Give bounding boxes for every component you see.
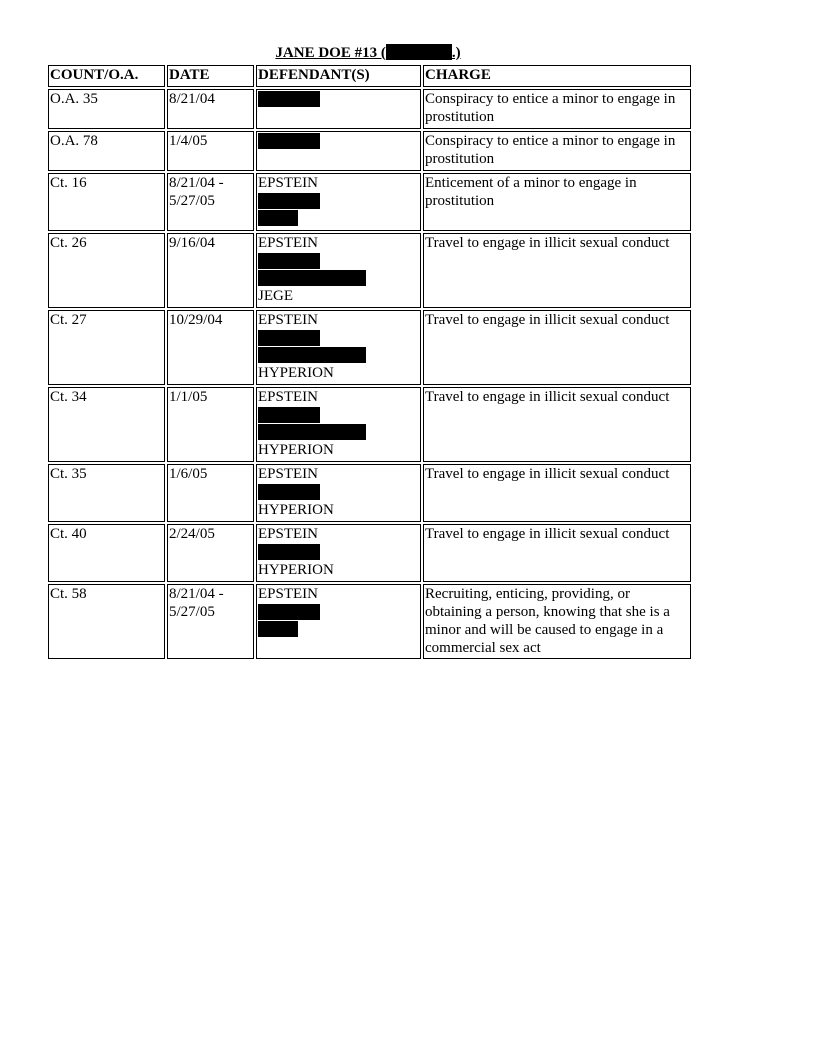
header-count: COUNT/O.A. bbox=[48, 65, 165, 87]
date-cell: 8/21/04 - 5/27/05 bbox=[167, 584, 254, 659]
defendants-cell bbox=[256, 310, 421, 385]
count-cell: O.A. 35 bbox=[48, 89, 165, 129]
redacted-defendant bbox=[258, 621, 298, 637]
defendants-cell bbox=[256, 524, 421, 582]
table-row bbox=[48, 584, 691, 659]
date-cell: 10/29/04 bbox=[167, 310, 254, 385]
count-cell: Ct. 40 bbox=[48, 524, 165, 582]
count-cell: Ct. 16 bbox=[48, 173, 165, 231]
header-defendants: DEFENDANT(S) bbox=[256, 65, 421, 87]
redacted-defendant bbox=[258, 270, 366, 286]
defendant-name: HYPERION bbox=[258, 502, 334, 518]
header-date: DATE bbox=[167, 65, 254, 87]
date-cell: 1/4/05 bbox=[167, 131, 254, 171]
table-body bbox=[48, 89, 691, 659]
table-row bbox=[48, 310, 691, 385]
table-row bbox=[48, 89, 691, 129]
redacted-defendant bbox=[258, 133, 320, 149]
defendant-name: JEGE bbox=[258, 288, 293, 304]
defendants-cell bbox=[256, 584, 421, 659]
table-row bbox=[48, 131, 691, 171]
defendants-cell bbox=[256, 89, 421, 129]
defendants-cell bbox=[256, 464, 421, 522]
defendant-name: EPSTEIN bbox=[258, 235, 318, 251]
redacted-defendant bbox=[258, 544, 320, 560]
redacted-name-block bbox=[386, 44, 452, 60]
defendant-name: EPSTEIN bbox=[258, 526, 318, 542]
title-suffix: .) bbox=[451, 45, 461, 61]
charge-cell: Travel to engage in illicit sexual conduct bbox=[423, 387, 691, 462]
defendants-cell bbox=[256, 233, 421, 308]
defendant-name: EPSTEIN bbox=[258, 586, 318, 602]
defendants-cell bbox=[256, 387, 421, 462]
count-cell: Ct. 58 bbox=[48, 584, 165, 659]
document-title bbox=[46, 44, 690, 62]
date-cell: 1/6/05 bbox=[167, 464, 254, 522]
redacted-defendant bbox=[258, 210, 298, 226]
charge-cell: Travel to engage in illicit sexual conduct bbox=[423, 310, 691, 385]
charge-cell: Travel to engage in illicit sexual conduct bbox=[423, 233, 691, 308]
defendant-name: HYPERION bbox=[258, 365, 334, 381]
date-cell: 8/21/04 bbox=[167, 89, 254, 129]
charge-cell: Recruiting, enticing, providing, or obtaining a person, knowing that she is a minor and will be caused to engage in a commercial sex act bbox=[423, 584, 691, 659]
date-cell: 8/21/04 - 5/27/05 bbox=[167, 173, 254, 231]
charge-cell: Travel to engage in illicit sexual conduct bbox=[423, 524, 691, 582]
redacted-defendant bbox=[258, 604, 320, 620]
defendant-name: EPSTEIN bbox=[258, 466, 318, 482]
defendant-name: EPSTEIN bbox=[258, 175, 318, 191]
count-cell: Ct. 27 bbox=[48, 310, 165, 385]
charge-cell: Conspiracy to entice a minor to engage in prostitution bbox=[423, 131, 691, 171]
redacted-defendant bbox=[258, 424, 366, 440]
title-prefix: JANE DOE #13 ( bbox=[275, 45, 386, 61]
count-cell: Ct. 35 bbox=[48, 464, 165, 522]
redacted-defendant bbox=[258, 91, 320, 107]
table-row bbox=[48, 387, 691, 462]
charge-cell: Enticement of a minor to engage in prostitution bbox=[423, 173, 691, 231]
charge-cell: Conspiracy to entice a minor to engage in prostitution bbox=[423, 89, 691, 129]
defendant-name: EPSTEIN bbox=[258, 389, 318, 405]
table-row bbox=[48, 233, 691, 308]
defendant-name: HYPERION bbox=[258, 442, 334, 458]
charges-table bbox=[46, 63, 693, 661]
charge-cell: Travel to engage in illicit sexual conduct bbox=[423, 464, 691, 522]
redacted-defendant bbox=[258, 330, 320, 346]
date-cell: 9/16/04 bbox=[167, 233, 254, 308]
header-row bbox=[48, 65, 691, 87]
table-row bbox=[48, 173, 691, 231]
defendants-cell bbox=[256, 131, 421, 171]
redacted-defendant bbox=[258, 407, 320, 423]
count-cell: Ct. 26 bbox=[48, 233, 165, 308]
defendant-name: EPSTEIN bbox=[258, 312, 318, 328]
defendants-cell bbox=[256, 173, 421, 231]
count-cell: Ct. 34 bbox=[48, 387, 165, 462]
table-row bbox=[48, 524, 691, 582]
date-cell: 2/24/05 bbox=[167, 524, 254, 582]
redacted-defendant bbox=[258, 253, 320, 269]
header-charge: CHARGE bbox=[423, 65, 691, 87]
table-row bbox=[48, 464, 691, 522]
redacted-defendant bbox=[258, 193, 320, 209]
defendant-name: HYPERION bbox=[258, 562, 334, 578]
date-cell: 1/1/05 bbox=[167, 387, 254, 462]
redacted-defendant bbox=[258, 484, 320, 500]
count-cell: O.A. 78 bbox=[48, 131, 165, 171]
redacted-defendant bbox=[258, 347, 366, 363]
